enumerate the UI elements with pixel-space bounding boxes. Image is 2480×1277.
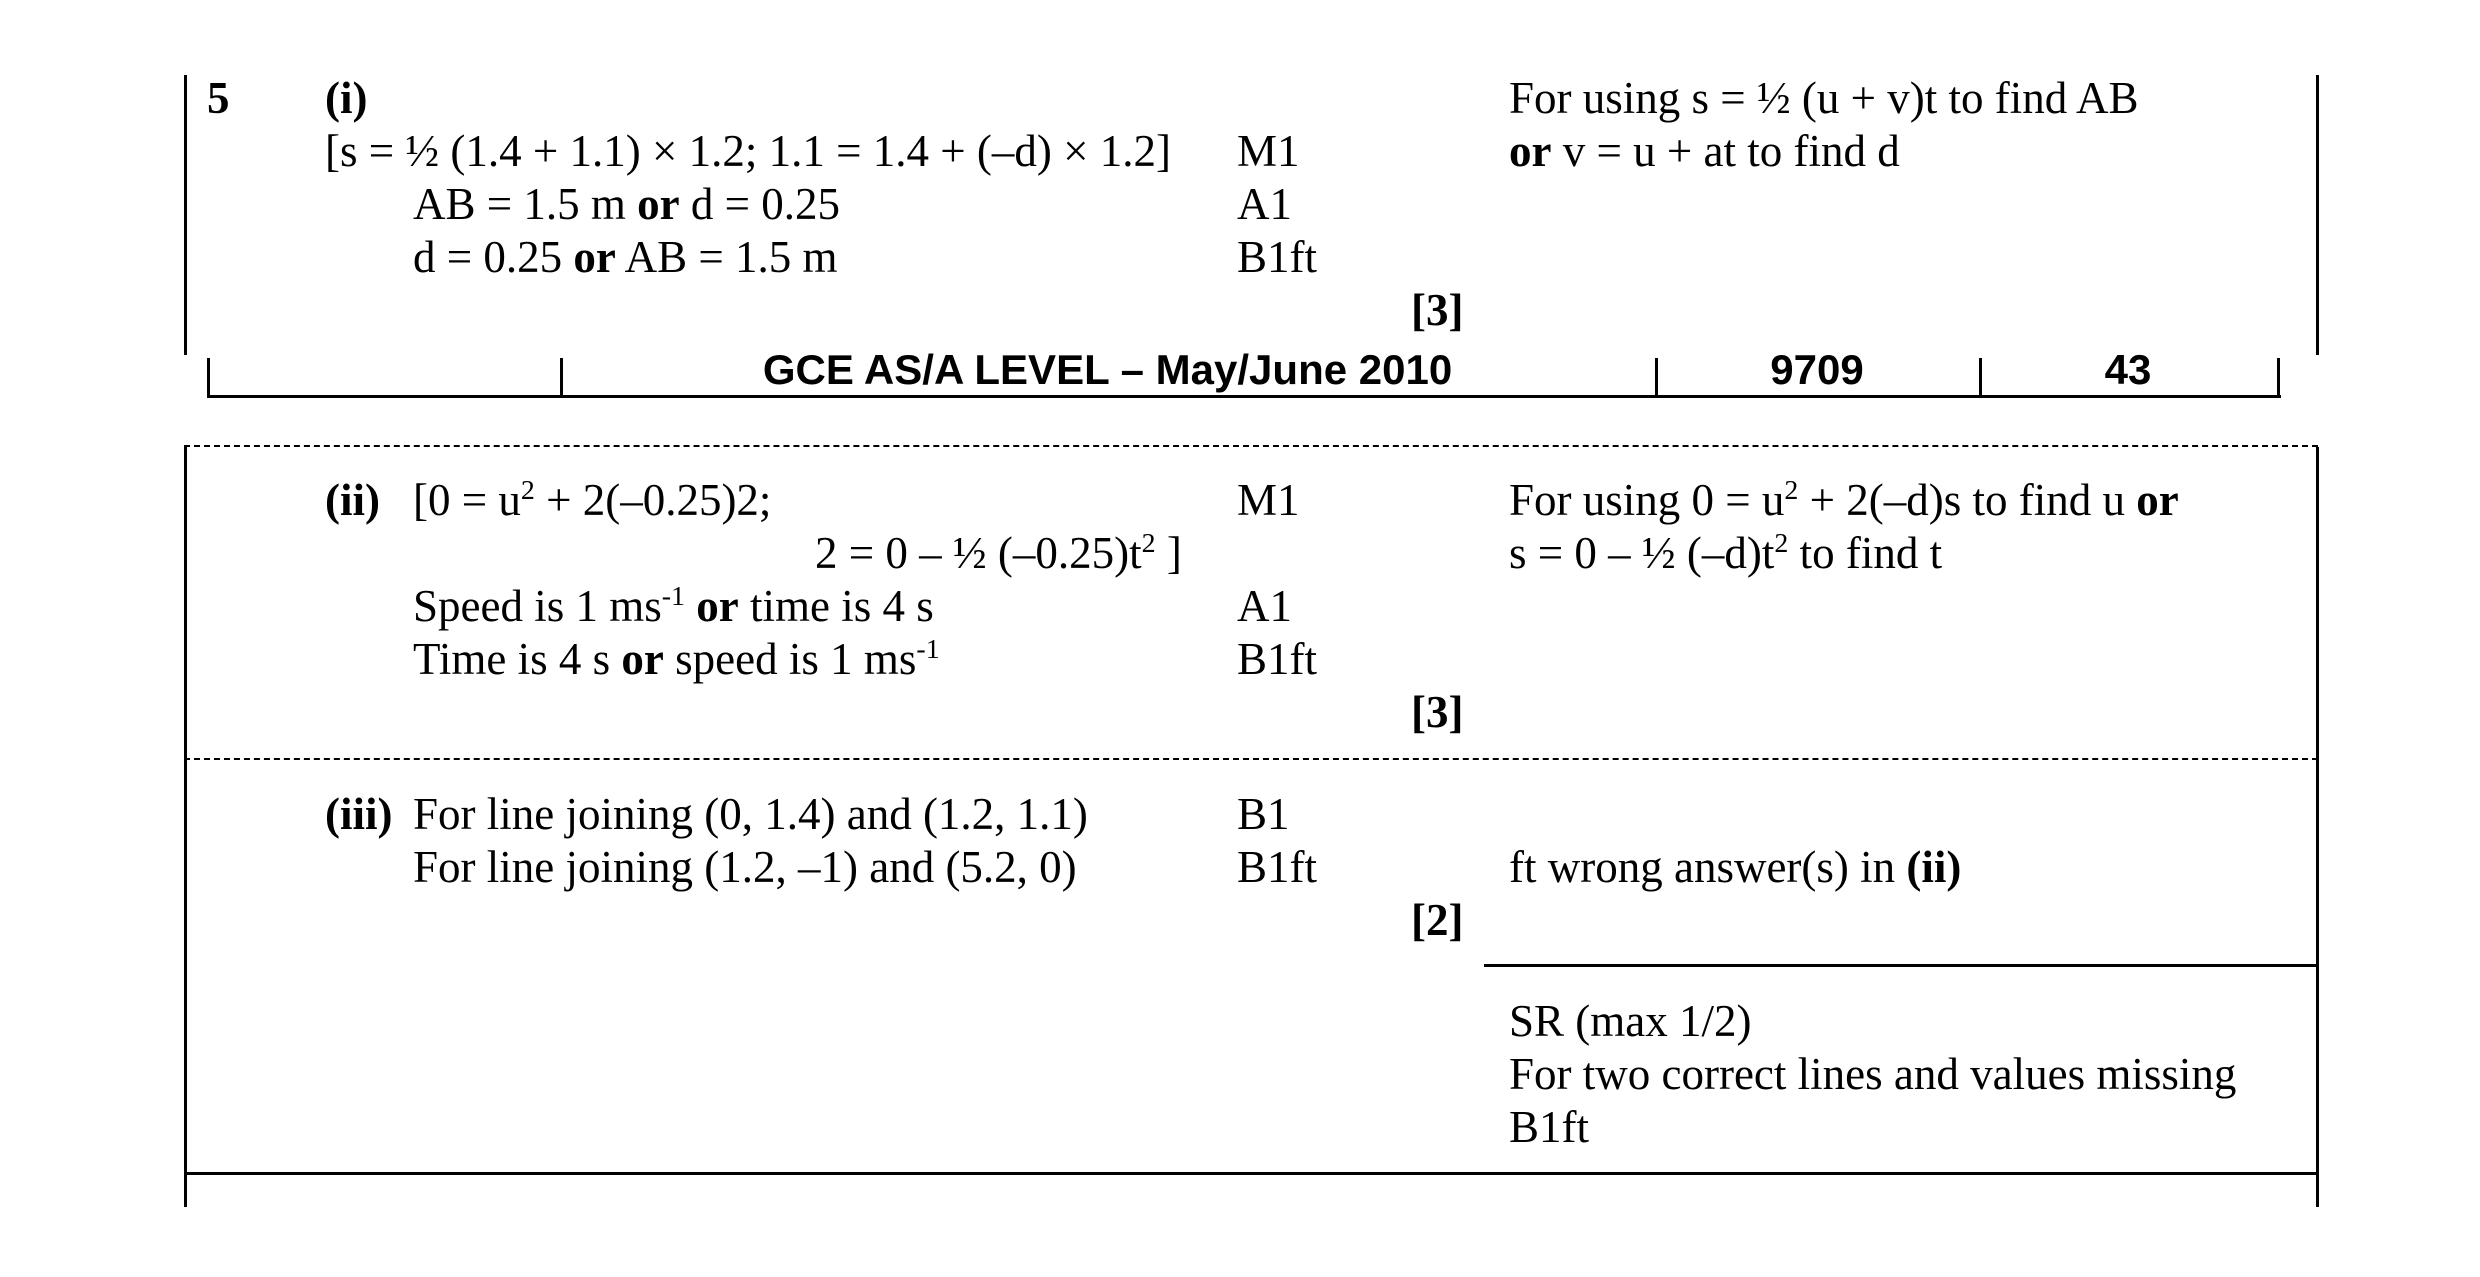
bottom-rule [184, 1172, 2318, 1175]
part-ii-label: (ii) [325, 475, 380, 525]
part-i-note-2: or v = u + at to find d [1509, 126, 1900, 176]
part-iii-line-1: For line joining (0, 1.4) and (1.2, 1.1) [413, 789, 1088, 839]
part-i-total: [3] [1411, 285, 1464, 335]
part-i-line-3: d = 0.25 or AB = 1.5 m [413, 232, 838, 282]
paper-number: 43 [2104, 346, 2152, 393]
sr-line-2: B1ft [1509, 1102, 1590, 1152]
part-iii-label: (iii) [325, 789, 393, 839]
or-keyword: or [696, 581, 739, 631]
question-number: 5 [207, 73, 230, 123]
part-ii-note-2: s = 0 – ½ $(-d)t^2$ to find t [1509, 528, 1943, 578]
part-i-mark-1: M1 [1237, 126, 1300, 176]
exam-title: GCE AS/A LEVEL – May/June 2010 [762, 346, 1453, 393]
part-i-mark-2: A1 [1237, 179, 1292, 229]
sr-rule [1484, 964, 2318, 967]
part-iii-mark-2: B1ft [1237, 842, 1318, 892]
part-i-label: (i) [325, 73, 368, 123]
or-keyword: or [621, 634, 664, 684]
or-keyword: or [2136, 475, 2179, 525]
dashed-separator-middle [184, 758, 2318, 760]
sr-heading: SR (max 1/2) [1509, 996, 1752, 1046]
part-reference: (ii) [1906, 842, 1962, 892]
part-ii-note-1: For using $0 = u^2 + 2(-d)s$ to find u or [1509, 475, 2179, 525]
part-ii-total: [3] [1411, 687, 1464, 737]
or-keyword: or [637, 179, 680, 229]
part-i-line-1: [s = ½ (1.4 + 1.1) × 1.2; 1.1 = 1.4 + (–d) × 1.2] [325, 126, 1171, 176]
border-left-top [184, 75, 187, 355]
part-i-line-2: AB = 1.5 m or d = 0.25 [413, 179, 841, 229]
header-divider-1 [207, 358, 210, 398]
border-right-bottom [2316, 447, 2319, 1207]
part-ii-line-1: [$0 = u^2 + 2(-0.25)2$; [413, 475, 772, 525]
syllabus-code: 9709 [1770, 346, 1864, 393]
part-iii-mark-1: B1 [1237, 789, 1290, 839]
part-ii-line-3: Speed is 1 $ms^{-1}$ or time is 4 s [413, 581, 934, 631]
dashed-separator-top [184, 445, 2318, 447]
part-ii-line-4: Time is 4 s or speed is 1 $ms^{-1}$ [413, 634, 940, 684]
part-ii-mark-2: A1 [1237, 581, 1292, 631]
border-left-bottom [184, 447, 187, 1207]
part-iii-note: ft wrong answer(s) in (ii) [1509, 842, 1962, 892]
part-iii-line-2: For line joining (1.2, –1) and (5.2, 0) [413, 842, 1077, 892]
or-keyword: or [1509, 126, 1552, 176]
part-i-mark-3: B1ft [1237, 232, 1318, 282]
part-ii-line-2: 2 = 0 – ½ $(-0.25)t^2$ ] [815, 528, 1182, 578]
header-divider-5 [2277, 358, 2280, 398]
part-ii-mark-3: B1ft [1237, 634, 1318, 684]
sr-line-1: For two correct lines and values missing [1509, 1049, 2237, 1099]
border-right-top [2316, 75, 2319, 355]
part-iii-total: [2] [1411, 895, 1464, 945]
or-keyword: or [573, 232, 616, 282]
part-i-note-1: For using s = ½ (u + v)t to find AB [1509, 73, 2139, 123]
part-ii-mark-1: M1 [1237, 475, 1300, 525]
